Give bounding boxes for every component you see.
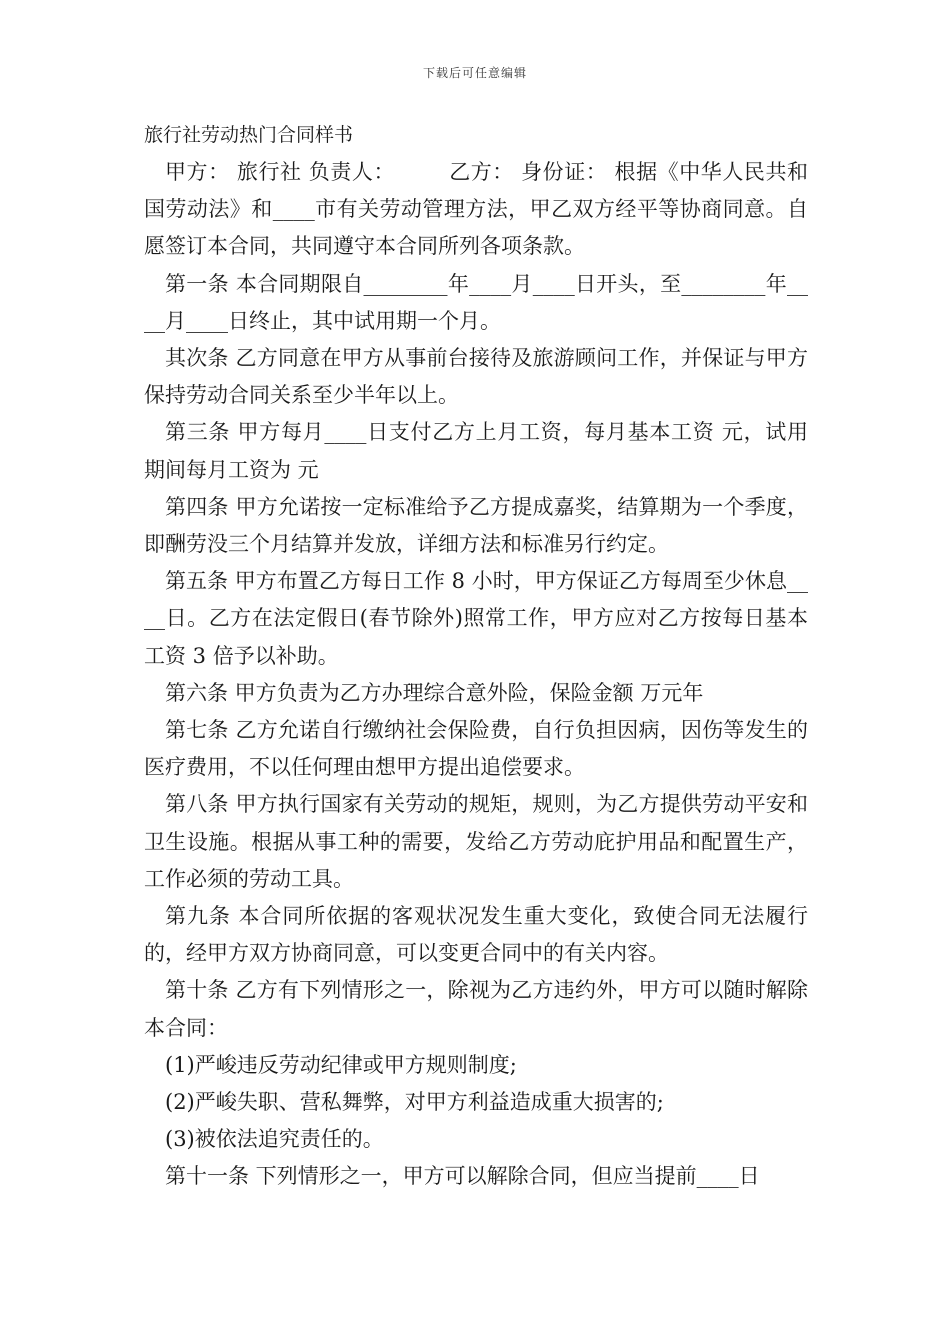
paragraph-article-4: 第四条 甲方允诺按一定标准给予乙方提成嘉奖，结算期为一个季度，即酬劳没三个月结算并发放，详细方法和标准另行约定。 <box>144 494 808 557</box>
page-header-note: 下载后可任意编辑 <box>422 66 527 80</box>
paragraph-article-9: 第九条 本合同所依据的客观状况发生重大变化，致使合同无法履行的，经甲方双方协商同意，可以变更合同中的有关内容。 <box>144 904 808 966</box>
paragraph-preamble: 甲方： 旅行社 负责人： 乙方： 身份证： 根据《中华人民共和国劳动法》和____市有关劳动管理方法，甲乙双方经平等协商同意。自愿签订本合同，共同遵守本合同所列各项条款。 <box>144 160 808 259</box>
paragraph-article-2: 其次条 乙方同意在甲方从事前台接待及旅游顾问工作，并保证与甲方保持劳动合同关系至少半年以上。 <box>144 346 808 408</box>
paragraph-article-3: 第三条 甲方每月____日支付乙方上月工资，每月基本工资 元，试用期间每月工资为 元 <box>144 420 808 482</box>
list-item-clause-3: (3)被依法追究责任的。 <box>165 1127 384 1152</box>
paragraph-article-6: 第六条 甲方负责为乙方办理综合意外险，保险金额 万元年 <box>165 680 704 705</box>
paragraph-article-11: 第十一条 下列情形之一，甲方可以解除合同，但应当提前____日 <box>165 1164 760 1189</box>
list-item-clause-2: (2)严峻失职、营私舞弊，对甲方利益造成重大损害的; <box>165 1090 664 1115</box>
paragraph-article-7: 第七条 乙方允诺自行缴纳社会保险费，自行负担因病，因伤等发生的医疗费用，不以任何理由想甲方提出追偿要求。 <box>144 718 808 780</box>
paragraph-article-1: 第一条 本合同期限自________年____月____日开头，至________年____月____日终止，其中试用期一个月。 <box>144 271 808 333</box>
paragraph-article-10: 第十条 乙方有下列情形之一，除视为乙方违约外，甲方可以随时解除本合同： <box>144 978 808 1040</box>
list-item-clause-1: (1)严峻违反劳动纪律或甲方规则制度; <box>165 1052 517 1077</box>
document-title: 旅行社劳动热门合同样书 <box>144 124 354 146</box>
paragraph-article-8: 第八条 甲方执行国家有关劳动的规矩，规则，为乙方提供劳动平安和卫生设施。根据从事工种的需要，发给乙方劳动庇护用品和配置生产，工作必须的劳动工具。 <box>144 792 808 891</box>
document-body <box>144 118 808 1196</box>
paragraph-article-5: 第五条 甲方布置乙方每日工作 8 小时，甲方保证乙方每周至少休息____日。乙方在法定假日(春节除外)照常工作，甲方应对乙方按每日基本工资 3 倍予以补助。 <box>144 569 808 668</box>
